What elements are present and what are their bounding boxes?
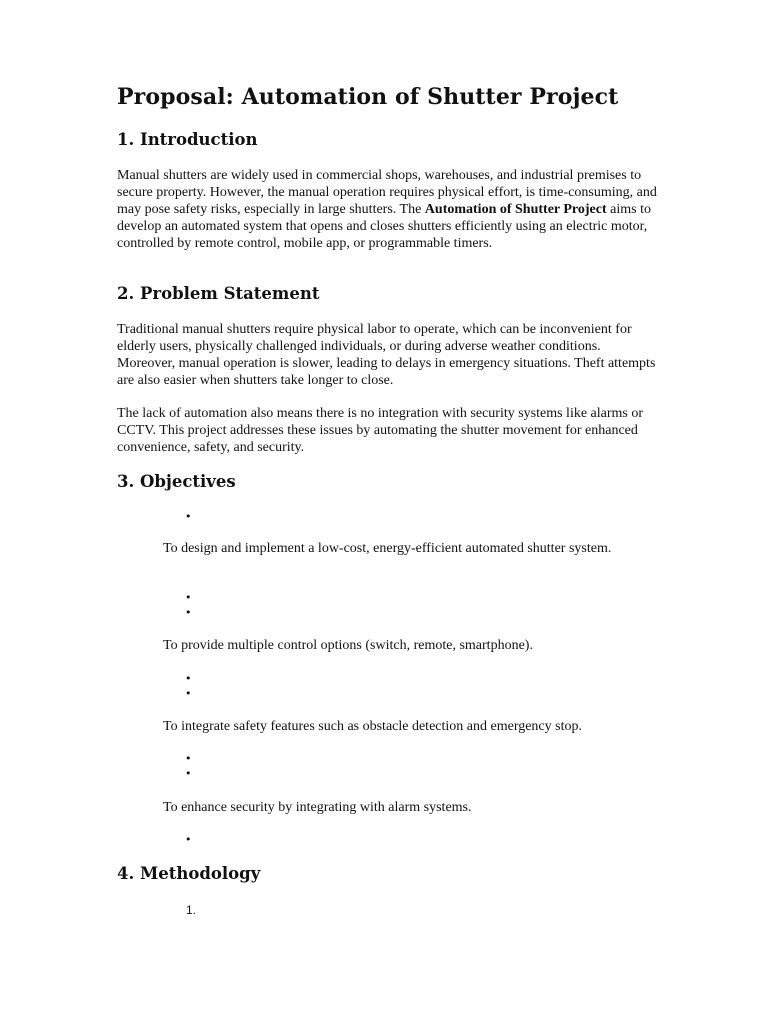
methodology-list-number: 1. <box>186 903 197 917</box>
introduction-bold-project-name: Automation of Shutter Project <box>424 202 607 217</box>
document-title: Proposal: Automation of Shutter Project <box>117 84 619 110</box>
list-bullet <box>185 755 193 763</box>
problem-paragraph-2: The lack of automation also means there is no integration with security systems like alarms or CCTV. This project addresses these issues by automating the shutter movement for enhanced convenience, safety, and security. <box>117 406 644 455</box>
introduction-paragraph <box>117 167 657 252</box>
list-bullet <box>185 513 193 521</box>
objective-item-1: To design and implement a low-cost, energy-efficient automated shutter system. <box>163 541 612 556</box>
list-bullet <box>185 609 193 617</box>
list-bullet <box>185 690 193 698</box>
objective-item-3: To integrate safety features such as obstacle detection and emergency stop. <box>163 719 582 734</box>
introduction-text-after: aims to develop an automated system that opens and closes shutters efficiently using an electric motor, controlled by remote control, mobile app, or programmable timers. <box>117 202 651 251</box>
problem-paragraph-1: Traditional manual shutters require physical labor to operate, which can be inconvenient for elderly users, physically challenged individuals, or during adverse weather conditions. Moreover, manual operation is slower, leading to delays in emergency situations. Theft attempts are also easier when shutters take longer to close. <box>117 322 656 388</box>
list-bullet <box>185 675 193 683</box>
list-bullet <box>185 836 193 844</box>
objective-item-4: To enhance security by integrating with alarm systems. <box>163 800 472 815</box>
introduction-text-before: Manual shutters are widely used in commercial shops, warehouses, and industrial premises to secure property. However, the manual operation requires physical effort, is time-consuming, and may pose safety risks, especially in large shutters. The <box>117 168 657 217</box>
list-bullet <box>185 594 193 602</box>
problem-statement-heading: 2. Problem Statement <box>117 284 320 303</box>
list-bullet <box>185 770 193 778</box>
introduction-heading: 1. Introduction <box>117 130 258 149</box>
methodology-heading: 4. Methodology <box>117 864 261 883</box>
objectives-heading: 3. Objectives <box>117 472 236 491</box>
objective-item-2: To provide multiple control options (switch, remote, smartphone). <box>163 638 533 653</box>
